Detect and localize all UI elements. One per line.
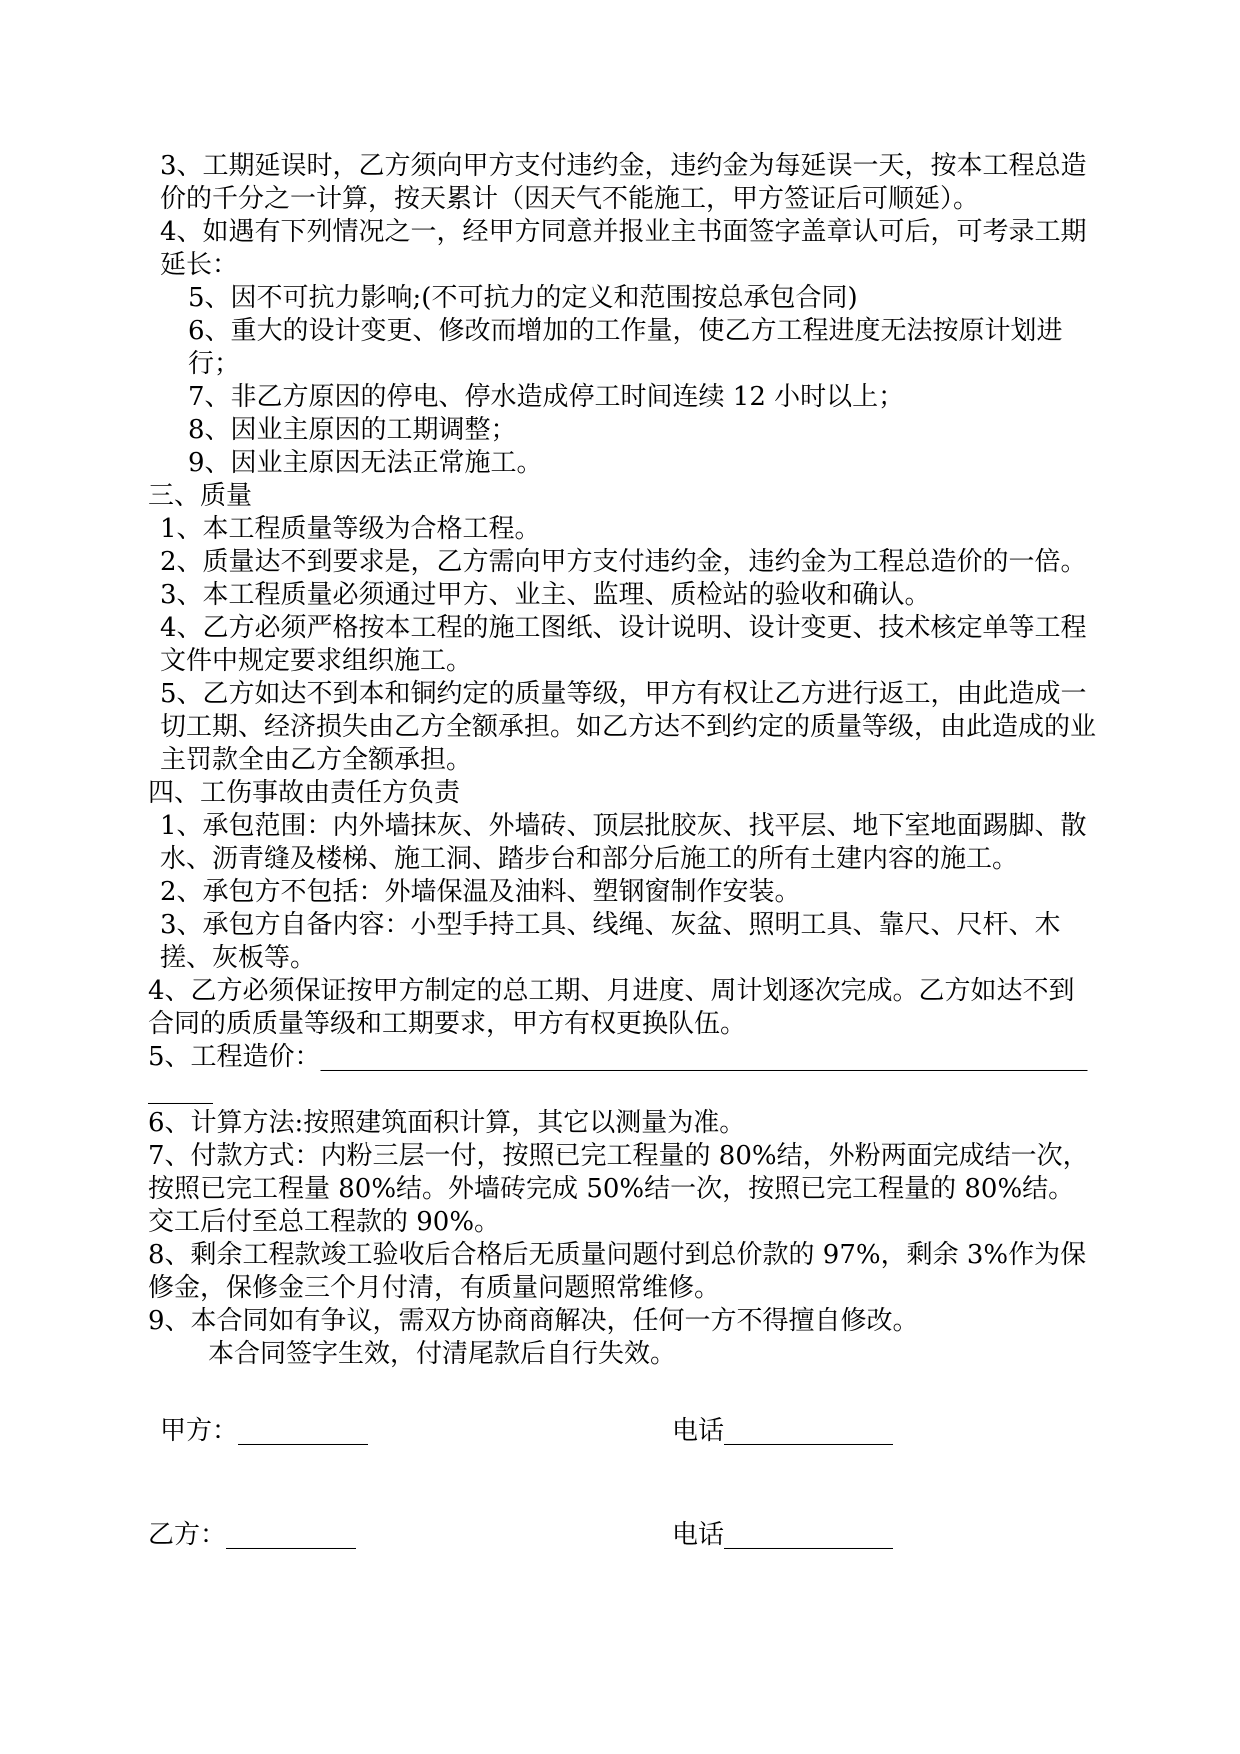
contract-paragraph: 7、非乙方原因的停电、停水造成停工时间连续 12 小时以上； xyxy=(188,382,905,412)
party-a-signature-line: 甲方：__________ xyxy=(160,1416,369,1446)
contract-paragraph: 4、乙方必须保证按甲方制定的总工期、月进度、周计划逐次完成。乙方如达不到合同的质质量等级和工期要求，甲方有权更换队伍。 xyxy=(148,976,1075,1039)
contract-paragraph: 2、质量达不到要求是，乙方需向甲方支付违约金，违约金为工程总造价的一倍。 xyxy=(160,547,1087,577)
contract-paragraph: 9、本合同如有争议，需双方协商商解决，任何一方不得擅自修改。 xyxy=(148,1306,919,1336)
contract-paragraph: 本合同签字生效，付清尾款后自行失效。 xyxy=(208,1339,677,1369)
party-b-signature-line: 乙方：__________ xyxy=(148,1520,357,1550)
contract-paragraph: 3、本工程质量必须通过甲方、业主、监理、质检站的验收和确认。 xyxy=(160,580,931,610)
contract-paragraph: 3、承包方自备内容：小型手持工具、线绳、灰盆、照明工具、靠尺、尺杆、木搓、灰板等。 xyxy=(160,910,1061,973)
contract-paragraph: 3、工期延误时，乙方须向甲方支付违约金，违约金为每延误一天，按本工程总造价的千分之一计算，按天累计（因天气不能施工，甲方签证后可顺延）。 xyxy=(160,151,1087,214)
contract-paragraph: 7、付款方式：内粉三层一付，按照已完工程量的 80%结，外粉两面完成结一次，按照已完工程量 80%结。外墙砖完成 50%结一次，按照已完工程量的 80%结。交工后付至总工程款的 90%。 xyxy=(148,1141,1089,1237)
party-a-phone-line: 电话_____________ xyxy=(672,1416,894,1446)
contract-paragraph: 4、如遇有下列情况之一，经甲方同意并报业主书面签字盖章认可后，可考录工期延长： xyxy=(160,217,1087,280)
party-b-phone-line: 电话_____________ xyxy=(672,1520,894,1550)
contract-paragraph: 5、乙方如达不到本和铜约定的质量等级，甲方有权让乙方进行返工，由此造成一切工期、经济损失由乙方全额承担。如乙方达不到约定的质量等级，由此造成的业主罚款全由乙方全额承担。 xyxy=(160,679,1097,775)
contract-paragraph: 8、因业主原因的工期调整； xyxy=(188,415,517,445)
contract-paragraph: 1、本工程质量等级为合格工程。 xyxy=(160,514,541,544)
contract-paragraph: 2、承包方不包括：外墙保温及油料、塑钢窗制作安装。 xyxy=(160,877,801,907)
contract-body xyxy=(148,150,1100,1371)
contract-paragraph: 4、乙方必须严格按本工程的施工图纸、设计说明、设计变更、技术核定单等工程文件中规定要求组织施工。 xyxy=(160,613,1087,676)
contract-paragraph: 9、因业主原因无法正常施工。 xyxy=(188,448,543,478)
contract-paragraph: 6、重大的设计变更、修改而增加的工作量，使乙方工程进度无法按原计划进行； xyxy=(188,316,1063,379)
contract-paragraph: 5、工程造价：________________________________________________________________ xyxy=(148,1042,1088,1105)
contract-paragraph: 8、剩余工程款竣工验收后合格后无质量问题付到总价款的 97%，剩余 3%作为保修金，保修金三个月付清，有质量问题照常维修。 xyxy=(148,1240,1087,1303)
contract-paragraph: 四、工伤事故由责任方负责 xyxy=(148,778,461,808)
contract-paragraph: 6、计算方法:按照建筑面积计算，其它以测量为准。 xyxy=(148,1108,746,1138)
contract-paragraph: 三、质量 xyxy=(148,481,253,511)
contract-paragraph: 1、承包范围：内外墙抹灰、外墙砖、顶层批胶灰、找平层、地下室地面踢脚、散水、沥青缝及楼梯、施工洞、踏步台和部分后施工的所有土建内容的施工。 xyxy=(160,811,1087,874)
contract-paragraph: 5、因不可抗力影响;(不可抗力的定义和范围按总承包合同) xyxy=(188,283,858,313)
